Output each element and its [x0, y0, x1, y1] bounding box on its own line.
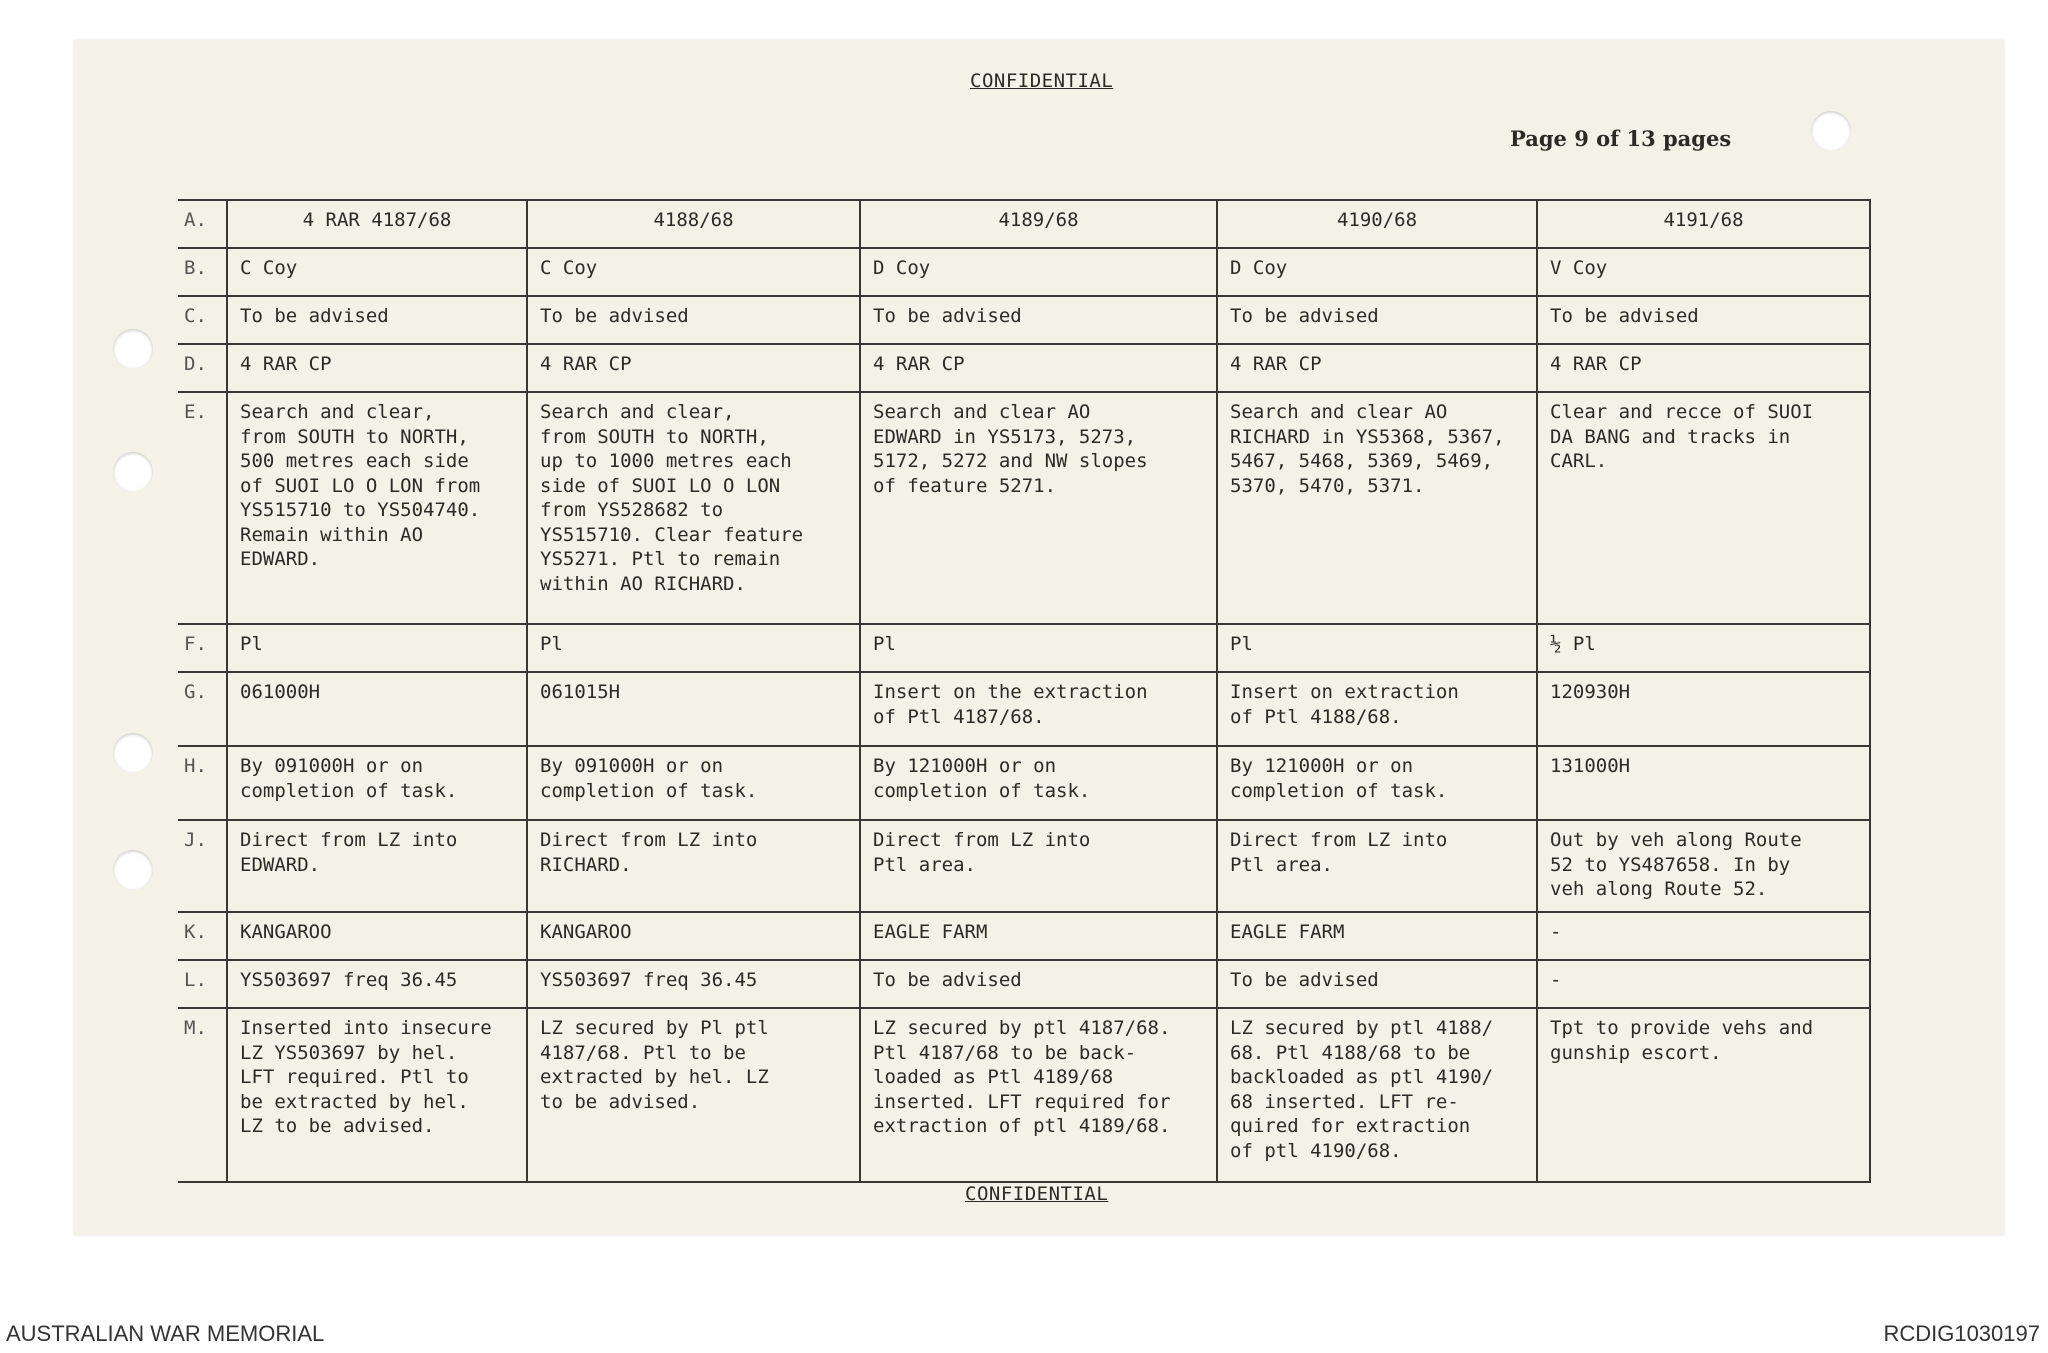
table-cell: 4188/68 — [527, 200, 860, 248]
table-cell: YS503697 freq 36.45 — [527, 960, 860, 1008]
table-row — [178, 1008, 1870, 1182]
table-cell: 4191/68 — [1537, 200, 1870, 248]
table-cell: V Coy — [1537, 248, 1870, 296]
table-cell: By 121000H or on completion of task. — [1217, 746, 1537, 820]
table-cell: Pl — [860, 624, 1217, 672]
table-row — [178, 624, 1870, 672]
table-cell: 4 RAR CP — [860, 344, 1217, 392]
patrol-orders-table — [178, 199, 1871, 1183]
table-row — [178, 392, 1870, 624]
punch-hole-3 — [113, 733, 153, 773]
table-cell: Tpt to provide vehs and gunship escort. — [1537, 1008, 1870, 1182]
table-cell: 4190/68 — [1217, 200, 1537, 248]
page-number: Page 9 of 13 pages — [1510, 126, 1732, 151]
table-cell: - — [1537, 960, 1870, 1008]
table-row — [178, 200, 1870, 248]
table-cell: Search and clear AO EDWARD in YS5173, 5273, 5172, 5272 and NW slopes of feature 5271. — [860, 392, 1217, 624]
table-cell: Search and clear AO RICHARD in YS5368, 5367, 5467, 5468, 5369, 5469, 5370, 5470, 5371. — [1217, 392, 1537, 624]
table-cell: Pl — [1217, 624, 1537, 672]
table-cell: Direct from LZ into Ptl area. — [860, 820, 1217, 912]
table-cell: Direct from LZ into RICHARD. — [527, 820, 860, 912]
table-cell: 4 RAR CP — [227, 344, 527, 392]
table-cell: To be advised — [1537, 296, 1870, 344]
table-cell: C Coy — [527, 248, 860, 296]
table-cell: C Coy — [227, 248, 527, 296]
table-cell: 4 RAR CP — [527, 344, 860, 392]
row-label: B. — [178, 248, 227, 296]
footer-record-id: RCDIG1030197 — [1883, 1321, 2040, 1346]
row-label: E. — [178, 392, 227, 624]
table-cell: 4189/68 — [860, 200, 1217, 248]
table-row — [178, 746, 1870, 820]
table-cell: 4 RAR CP — [1537, 344, 1870, 392]
table-cell: - — [1537, 912, 1870, 960]
table-cell: Search and clear, from SOUTH to NORTH, up to 1000 metres each side of SUOI LO O LON from YS528682 to YS515710. Clear feature YS5271. Ptl to remain within AO RICHARD. — [527, 392, 860, 624]
row-label: L. — [178, 960, 227, 1008]
table-cell: Insert on extraction of Ptl 4188/68. — [1217, 672, 1537, 746]
table-cell: ½ Pl — [1537, 624, 1870, 672]
table-cell: KANGAROO — [227, 912, 527, 960]
punch-hole-2 — [113, 452, 153, 492]
table-row — [178, 960, 1870, 1008]
table-row — [178, 248, 1870, 296]
row-label: A. — [178, 200, 227, 248]
table-cell: To be advised — [527, 296, 860, 344]
table-cell: 131000H — [1537, 746, 1870, 820]
table-cell: LZ secured by Pl ptl 4187/68. Ptl to be extracted by hel. LZ to be advised. — [527, 1008, 860, 1182]
table-cell: LZ secured by ptl 4187/68. Ptl 4187/68 to be back- loaded as Ptl 4189/68 inserted. LFT required for extraction of ptl 4189/68. — [860, 1008, 1217, 1182]
table-cell: 061015H — [527, 672, 860, 746]
table-cell: To be advised — [860, 960, 1217, 1008]
table-cell: 4 RAR CP — [1217, 344, 1537, 392]
table-row — [178, 296, 1870, 344]
row-label: F. — [178, 624, 227, 672]
table-row — [178, 672, 1870, 746]
table-cell: Inserted into insecure LZ YS503697 by hel. LFT required. Ptl to be extracted by hel. LZ to be advised. — [227, 1008, 527, 1182]
table-cell: YS503697 freq 36.45 — [227, 960, 527, 1008]
table-cell: By 091000H or on completion of task. — [527, 746, 860, 820]
table-cell: To be advised — [227, 296, 527, 344]
table-row — [178, 912, 1870, 960]
table-row — [178, 344, 1870, 392]
table-cell: Out by veh along Route 52 to YS487658. In by veh along Route 52. — [1537, 820, 1870, 912]
table-cell: EAGLE FARM — [860, 912, 1217, 960]
row-label: D. — [178, 344, 227, 392]
table-cell: D Coy — [860, 248, 1217, 296]
table-cell: Direct from LZ into Ptl area. — [1217, 820, 1537, 912]
table-cell: 061000H — [227, 672, 527, 746]
footer-institution: AUSTRALIAN WAR MEMORIAL — [6, 1321, 325, 1346]
row-label: G. — [178, 672, 227, 746]
table-cell: 4 RAR 4187/68 — [227, 200, 527, 248]
punch-hole-4 — [113, 850, 153, 890]
table-cell: 120930H — [1537, 672, 1870, 746]
table-cell: To be advised — [1217, 296, 1537, 344]
classification-bottom: CONFIDENTIAL — [965, 1183, 1109, 1205]
punch-hole-5 — [1811, 111, 1851, 151]
table-cell: To be advised — [860, 296, 1217, 344]
table-cell: To be advised — [1217, 960, 1537, 1008]
table-cell: Search and clear, from SOUTH to NORTH, 500 metres each side of SUOI LO O LON from YS515710 to YS504740. Remain within AO EDWARD. — [227, 392, 527, 624]
table-cell: Insert on the extraction of Ptl 4187/68. — [860, 672, 1217, 746]
row-label: K. — [178, 912, 227, 960]
table-cell: Direct from LZ into EDWARD. — [227, 820, 527, 912]
table-cell: Pl — [227, 624, 527, 672]
row-label: J. — [178, 820, 227, 912]
table-cell: By 121000H or on completion of task. — [860, 746, 1217, 820]
row-label: H. — [178, 746, 227, 820]
table-cell: Pl — [527, 624, 860, 672]
table-cell: By 091000H or on completion of task. — [227, 746, 527, 820]
table-row — [178, 820, 1870, 912]
punch-hole-1 — [113, 329, 153, 369]
table-cell: D Coy — [1217, 248, 1537, 296]
row-label: C. — [178, 296, 227, 344]
classification-top: CONFIDENTIAL — [970, 70, 1114, 92]
table-cell: Clear and recce of SUOI DA BANG and tracks in CARL. — [1537, 392, 1870, 624]
table-cell: LZ secured by ptl 4188/ 68. Ptl 4188/68 to be backloaded as ptl 4190/ 68 inserted. LFT re- quired for extraction of ptl 4190/68. — [1217, 1008, 1537, 1182]
row-label: M. — [178, 1008, 227, 1182]
table-cell: KANGAROO — [527, 912, 860, 960]
table-cell: EAGLE FARM — [1217, 912, 1537, 960]
